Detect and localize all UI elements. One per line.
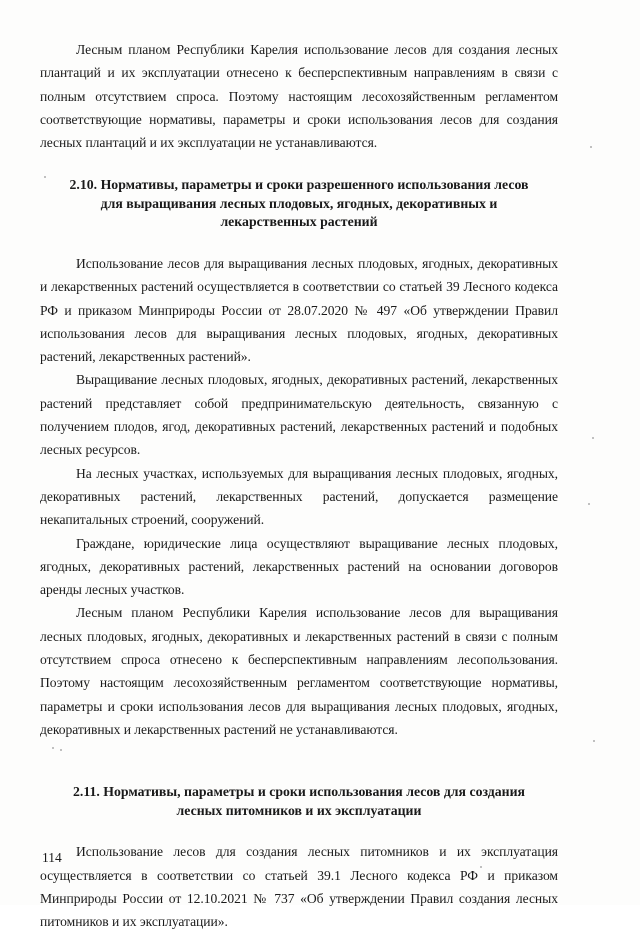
- page-number: 114: [42, 850, 62, 865]
- section-heading-2-10: 2.10. Нормативы, параметры и сроки разрешенного использования лесов для выращивания лесных плодовых, ягодных, декоративных и лекарственных растений: [69, 177, 529, 230]
- scan-speck: [590, 146, 592, 148]
- paragraph-2-10-legal-basis: Использование лесов для выращивания лесных плодовых, ягодных, декоративных и лекарственных растений осуществляется в соответствии со статьей 39 Лесного кодекса РФ и приказом Минприроды России от 28.07.2020 № 497 «Об утверждении Правил использования лесов для выращивания лесных плодовых, ягодных, декоративных растений, лекарственных растений».: [40, 255, 558, 365]
- paragraph-plantations: Лесным планом Республики Карелия использование лесов для создания лесных плантаций и их эксплуатации отнесено к бесперспективным направлениям в связи с полным отсутствием спроса. Поэтому настоящим лесохозяйственным регламентом соответствующие нормативы, параметры и сроки использования лесов для создания лесных плантаций и их эксплуатации не устанавливаются.: [40, 42, 558, 151]
- paragraph-2-10-forest-plan: Лесным планом Республики Карелия использование лесов для выращивания лесных плодовых, ягодных, декоративных и лекарственных растений в связи с полным отсутствием спроса отнесено к бесперспективным направлениям лесопользования. Поэтому настоящим лесохозяйственным регламентом соответствующие нормативы, параметры и сроки использования лесов для выращивания лесных плодовых, ягодных, декоративных и лекарственных растений не устанавливаются.: [40, 605, 558, 737]
- paragraph-2-10-lease: Граждане, юридические лица осуществляют выращивание лесных плодовых, ягодных, декоративных растений, лекарственных растений на основании договоров аренды лесных участков.: [40, 535, 558, 598]
- scan-speck: [44, 176, 46, 178]
- scan-speck: [593, 740, 595, 742]
- scan-speck: [60, 749, 62, 751]
- scan-speck: [480, 866, 482, 868]
- paragraph-2-10-definition: Выращивание лесных плодовых, ягодных, декоративных растений, лекарственных растений представляет собой предпринимательскую деятельность, связанную с получением плодов, ягод, декоративных растений, лекарственных растений и подобных лесных ресурсов.: [40, 372, 558, 458]
- scan-speck: [592, 437, 594, 439]
- paragraph-2-11-legal-basis: Использование лесов для создания лесных питомников и их эксплуатация осуществляется в соответствии со статьей 39.1 Лесного кодекса РФ и приказом Минприроды России от 12.10.2021 № 737 «Об утверждении Правил создания лесных питомников и их эксплуатации».: [40, 844, 558, 930]
- paragraph-2-10-structures: На лесных участках, используемых для выращивания лесных плодовых, ягодных, декоративных растений, лекарственных растений, допускается размещение некапитальных строений, сооружений.: [40, 465, 558, 528]
- section-heading-2-11: 2.11. Нормативы, параметры и сроки использования лесов для создания лесных питомников и их эксплуатации: [72, 784, 526, 818]
- scan-speck: [52, 747, 54, 749]
- scan-speck: [588, 503, 590, 505]
- document-body: [40, 38, 558, 933]
